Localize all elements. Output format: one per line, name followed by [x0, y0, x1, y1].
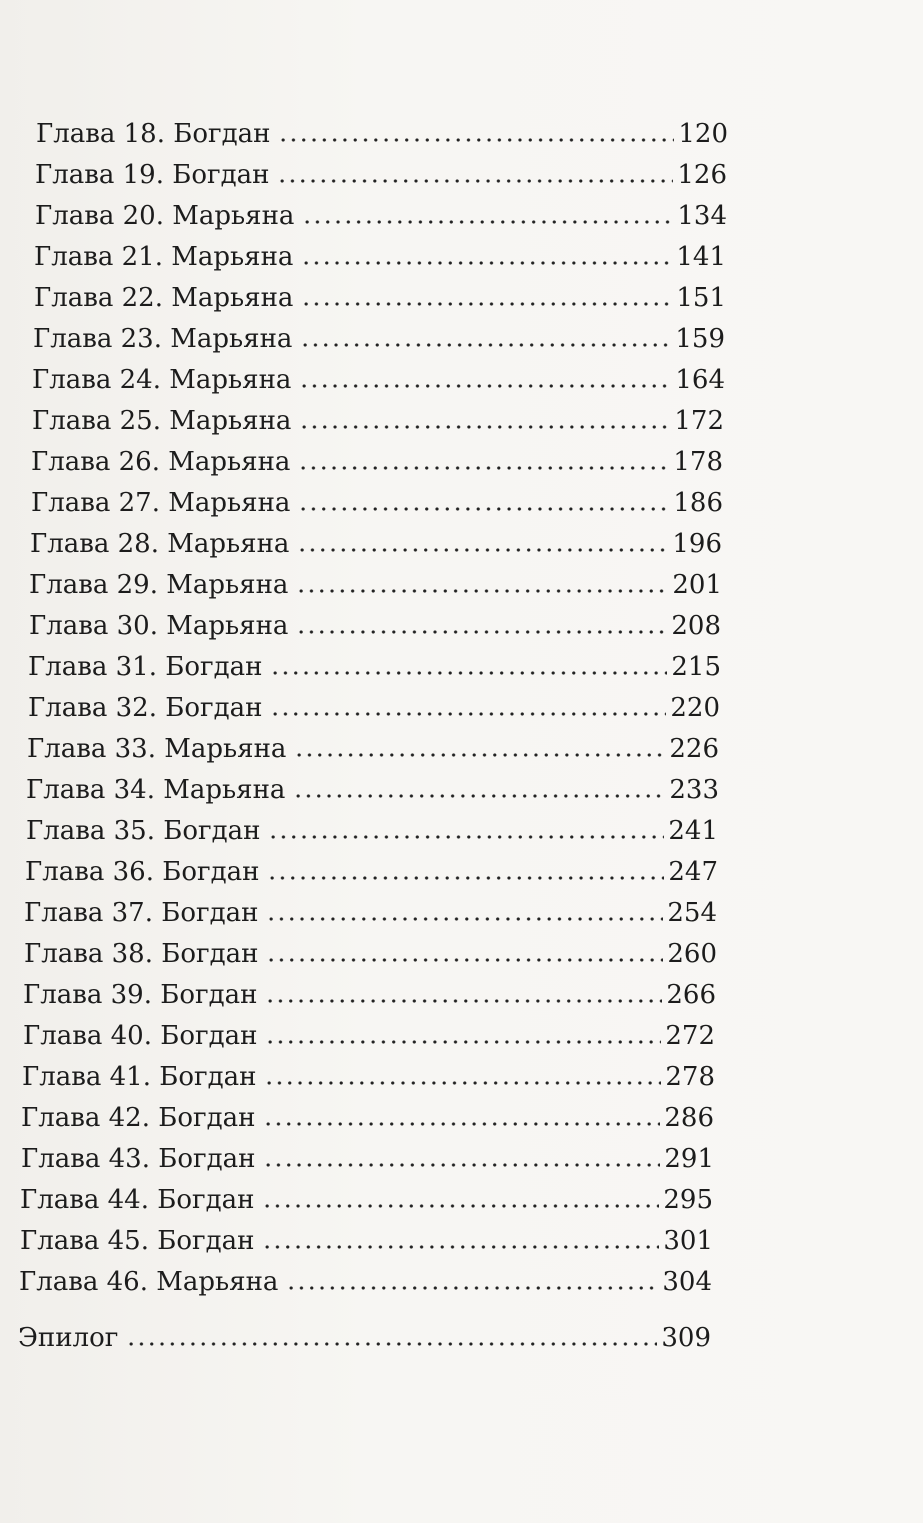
- toc-entry-page-number: 260: [667, 939, 717, 969]
- toc-entry-title: Глава 27. Марьяна: [31, 488, 291, 518]
- toc-entry: [26, 764, 719, 805]
- toc-entry-page-number: 286: [664, 1103, 714, 1133]
- toc-dot-leader: [264, 1081, 661, 1085]
- toc-entry: [19, 1256, 712, 1297]
- toc-entry: [34, 231, 726, 272]
- toc-entry-title: Глава 44. Богдан: [20, 1185, 255, 1215]
- toc-entry-title: Глава 22. Марьяна: [34, 283, 294, 313]
- toc-entry: [31, 436, 723, 477]
- toc-entry-page-number: 141: [676, 242, 726, 272]
- toc-entry: [18, 1312, 711, 1353]
- toc-dot-leader: [301, 261, 672, 265]
- toc-entry-page-number: 151: [676, 283, 726, 313]
- toc-entry: [28, 641, 721, 682]
- toc-entry: [21, 1092, 714, 1133]
- toc-entry-title: Глава 43. Богдан: [21, 1144, 256, 1174]
- toc-entry: [28, 682, 720, 723]
- toc-entry: [32, 395, 724, 436]
- toc-dot-leader: [297, 548, 668, 552]
- toc-entry-title: Глава 26. Марьяна: [31, 447, 291, 477]
- toc-entry-page-number: 126: [677, 160, 727, 190]
- toc-entry: [22, 1051, 715, 1092]
- toc-dot-leader: [262, 1245, 659, 1249]
- toc-dot-leader: [302, 220, 673, 224]
- toc-dot-leader: [126, 1342, 657, 1346]
- toc-entry: [23, 1010, 715, 1051]
- toc-dot-leader: [298, 466, 669, 470]
- toc-entry-title: Глава 46. Марьяна: [19, 1267, 279, 1297]
- toc-entry-title: Глава 41. Богдан: [22, 1062, 257, 1092]
- toc-dot-leader: [300, 343, 671, 347]
- toc-entry-page-number: 226: [669, 734, 719, 764]
- toc-dot-leader: [266, 917, 663, 921]
- toc-entry-page-number: 134: [677, 201, 727, 231]
- toc-entry-page-number: 301: [663, 1226, 713, 1256]
- toc-entry-title: Глава 24. Марьяна: [32, 365, 292, 395]
- toc-entry-title: Глава 35. Богдан: [26, 816, 261, 846]
- toc-entry-title: Глава 30. Марьяна: [29, 611, 289, 641]
- toc-dot-leader: [266, 958, 663, 962]
- toc-dot-leader: [278, 138, 674, 142]
- toc-entry-title: Глава 20. Марьяна: [35, 201, 295, 231]
- toc-entry: [26, 805, 718, 846]
- toc-dot-leader: [270, 671, 667, 675]
- toc-entry-title: Глава 25. Марьяна: [32, 406, 292, 436]
- toc-entry-page-number: 233: [669, 775, 719, 805]
- toc-entry-title: Глава 45. Богдан: [20, 1226, 255, 1256]
- toc-dot-leader: [277, 179, 673, 183]
- toc-entry: [25, 846, 718, 887]
- toc-dot-leader: [263, 1122, 660, 1126]
- toc-entry-title: Глава 42. Богдан: [21, 1103, 256, 1133]
- toc-entry-title: Глава 36. Богдан: [25, 857, 260, 887]
- toc-dot-leader: [294, 753, 665, 757]
- toc-entry-title: Глава 39. Богдан: [23, 980, 258, 1010]
- toc-dot-leader: [299, 384, 671, 388]
- toc-dot-leader: [267, 876, 664, 880]
- toc-dot-leader: [265, 999, 662, 1003]
- toc-entry-title: Глава 18. Богдан: [36, 119, 271, 149]
- toc-entry: [24, 887, 717, 928]
- toc-entry: [33, 313, 725, 354]
- toc-entry: [32, 354, 725, 395]
- toc-entry-title: Глава 28. Марьяна: [30, 529, 290, 559]
- toc-entry-title: Эпилог: [18, 1323, 119, 1353]
- toc-entry-page-number: 247: [668, 857, 718, 887]
- toc-entry-title: Глава 23. Марьяна: [33, 324, 293, 354]
- toc-entry: [34, 272, 726, 313]
- toc-dot-leader: [298, 507, 669, 511]
- toc-entry: [29, 559, 722, 600]
- toc-entry-title: Глава 29. Марьяна: [29, 570, 289, 600]
- toc-dot-leader: [293, 794, 665, 798]
- toc-dot-leader: [262, 1204, 659, 1208]
- toc-entry-page-number: 291: [664, 1144, 714, 1174]
- toc-entry: [29, 600, 721, 641]
- toc-entry-title: Глава 19. Богдан: [35, 160, 270, 190]
- toc-dot-leader: [296, 589, 668, 593]
- toc-entry-title: Глава 34. Марьяна: [26, 775, 286, 805]
- toc-entry: [20, 1174, 713, 1215]
- toc-entry: [23, 969, 716, 1010]
- toc-entry-title: Глава 33. Марьяна: [27, 734, 287, 764]
- toc-entry-title: Глава 37. Богдан: [24, 898, 259, 928]
- toc-dot-leader: [296, 630, 667, 634]
- toc-dot-leader: [265, 1040, 661, 1044]
- toc-dot-leader: [263, 1163, 660, 1167]
- toc-entry-title: Глава 32. Богдан: [28, 693, 263, 723]
- toc-dot-leader: [270, 712, 666, 716]
- toc-entry-page-number: 304: [662, 1267, 712, 1297]
- toc-entry-page-number: 196: [672, 529, 722, 559]
- toc-entry-page-number: 220: [670, 693, 720, 723]
- toc-entry-page-number: 295: [663, 1185, 713, 1215]
- toc-entry-page-number: 254: [667, 898, 717, 928]
- toc-entry: [20, 1215, 713, 1256]
- toc-entry-page-number: 201: [672, 570, 722, 600]
- toc-entry: [30, 518, 722, 559]
- toc-entry: [35, 149, 727, 190]
- toc-dot-leader: [301, 302, 672, 306]
- toc-entry-page-number: 164: [675, 365, 725, 395]
- toc-dot-leader: [299, 425, 670, 429]
- toc-entry-title: Глава 40. Богдан: [23, 1021, 258, 1051]
- toc-entry: [27, 723, 719, 764]
- toc-entry-page-number: 178: [673, 447, 723, 477]
- toc-entry-page-number: 272: [665, 1021, 715, 1051]
- toc-dot-leader: [268, 835, 664, 839]
- toc-entry: [21, 1133, 714, 1174]
- toc-entry-title: Глава 21. Марьяна: [34, 242, 294, 272]
- toc-entry-page-number: 186: [673, 488, 723, 518]
- toc-entry: [31, 477, 723, 518]
- toc-entry: [35, 190, 727, 231]
- toc-entry-title: Глава 38. Богдан: [24, 939, 259, 969]
- toc-entry: [24, 928, 717, 969]
- toc-entry-page-number: 309: [661, 1323, 711, 1353]
- toc-entry-page-number: 172: [674, 406, 724, 436]
- toc-entry-page-number: 120: [678, 119, 728, 149]
- toc-entry-page-number: 215: [671, 652, 721, 682]
- toc-entry-title: Глава 31. Богдан: [28, 652, 263, 682]
- toc-entry-page-number: 208: [671, 611, 721, 641]
- toc-entry-page-number: 266: [666, 980, 716, 1010]
- toc-entry: [36, 108, 728, 149]
- toc-entry-page-number: 241: [668, 816, 718, 846]
- toc-entry-page-number: 278: [665, 1062, 715, 1092]
- toc-entry-page-number: 159: [675, 324, 725, 354]
- toc-dot-leader: [286, 1286, 658, 1290]
